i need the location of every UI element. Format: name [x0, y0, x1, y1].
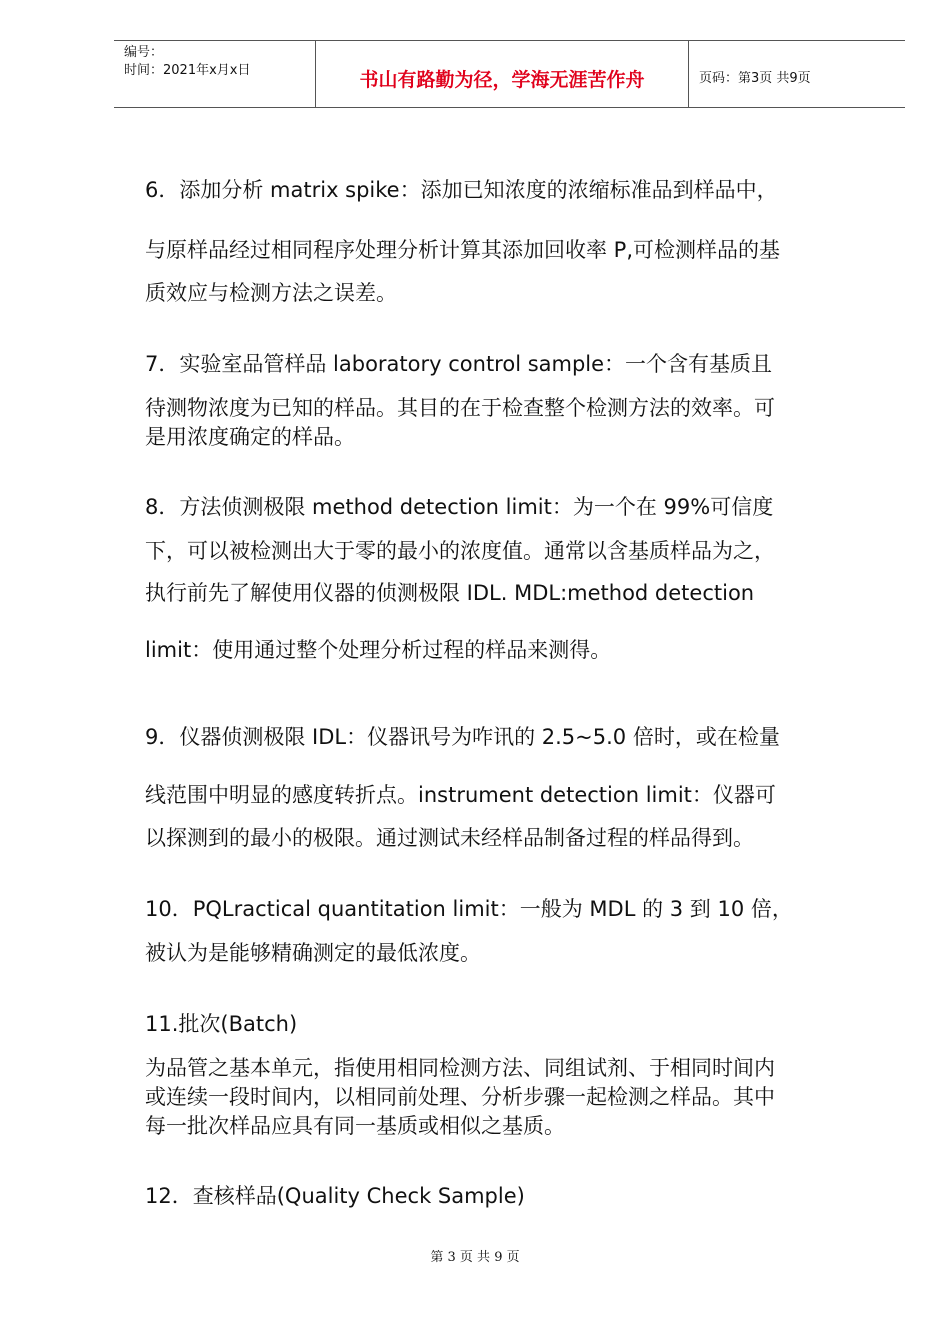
page-header [114, 40, 905, 108]
header-meta-cell [114, 41, 316, 107]
text-line: limit：使用通过整个处理分析过程的样品来测得。 [145, 638, 612, 662]
text-line: 11.批次(Batch) [145, 1012, 298, 1036]
text-line: 7．实验室品管样品 laboratory control sample：一个含有基质且 [145, 352, 773, 376]
text-line: 每一批次样品应具有同一基质或相似之基质。 [145, 1114, 565, 1138]
text-line: 12．查核样品(Quality Check Sample) [145, 1184, 525, 1208]
text-line: 执行前先了解使用仪器的侦测极限 IDL. MDL:method detection [145, 581, 755, 605]
text-line: 与原样品经过相同程序处理分析计算其添加回收率 P,可检测样品的基 [145, 238, 781, 262]
text-line: 10．PQLractical quantitation limit：一般为 MDL 的 3 到 10 倍， [145, 897, 793, 921]
text-line: 6．添加分析 matrix spike：添加已知浓度的浓缩标准品到样品中， [145, 178, 778, 202]
page-footer: 第 3 页 共 9 页 [430, 1250, 520, 1265]
text-line: 以探测到的最小的极限。通过测试未经样品制备过程的样品得到。 [145, 826, 754, 850]
header-page-cell [689, 41, 905, 107]
text-line: 被认为是能够精确测定的最低浓度。 [145, 941, 481, 965]
text-line: 9．仪器侦测极限 IDL：仪器讯号为咋讯的 2.5~5.0 倍时，或在检量 [145, 725, 780, 749]
text-line: 8．方法侦测极限 method detection limit：为一个在 99%可信度 [145, 495, 774, 519]
text-line: 待测物浓度为已知的样品。其目的在于检查整个检测方法的效率。可 [145, 396, 775, 420]
text-line: 为品管之基本单元，指使用相同检测方法、同组试剂、于相同时间内 [145, 1056, 775, 1080]
header-motto: 书山有路勤为径，学海无涯苦作舟 [359, 69, 645, 91]
text-line: 下，可以被检测出大于零的最小的浓度值。通常以含基质样品为之， [145, 539, 775, 563]
text-line: 线范围中明显的感度转折点。instrument detection limit：仪器可 [145, 783, 776, 807]
header-page-info: 页码：第3页 共9页 [699, 71, 811, 86]
time-label: 时间：2021年x月x日 [124, 63, 251, 78]
text-line: 是用浓度确定的样品。 [145, 425, 355, 449]
text-line: 质效应与检测方法之误差。 [145, 281, 397, 305]
text-line: 或连续一段时间内，以相同前处理、分析步骤一起检测之样品。其中 [145, 1085, 775, 1109]
number-label: 编号： [124, 45, 164, 60]
header-motto-cell [316, 41, 689, 107]
